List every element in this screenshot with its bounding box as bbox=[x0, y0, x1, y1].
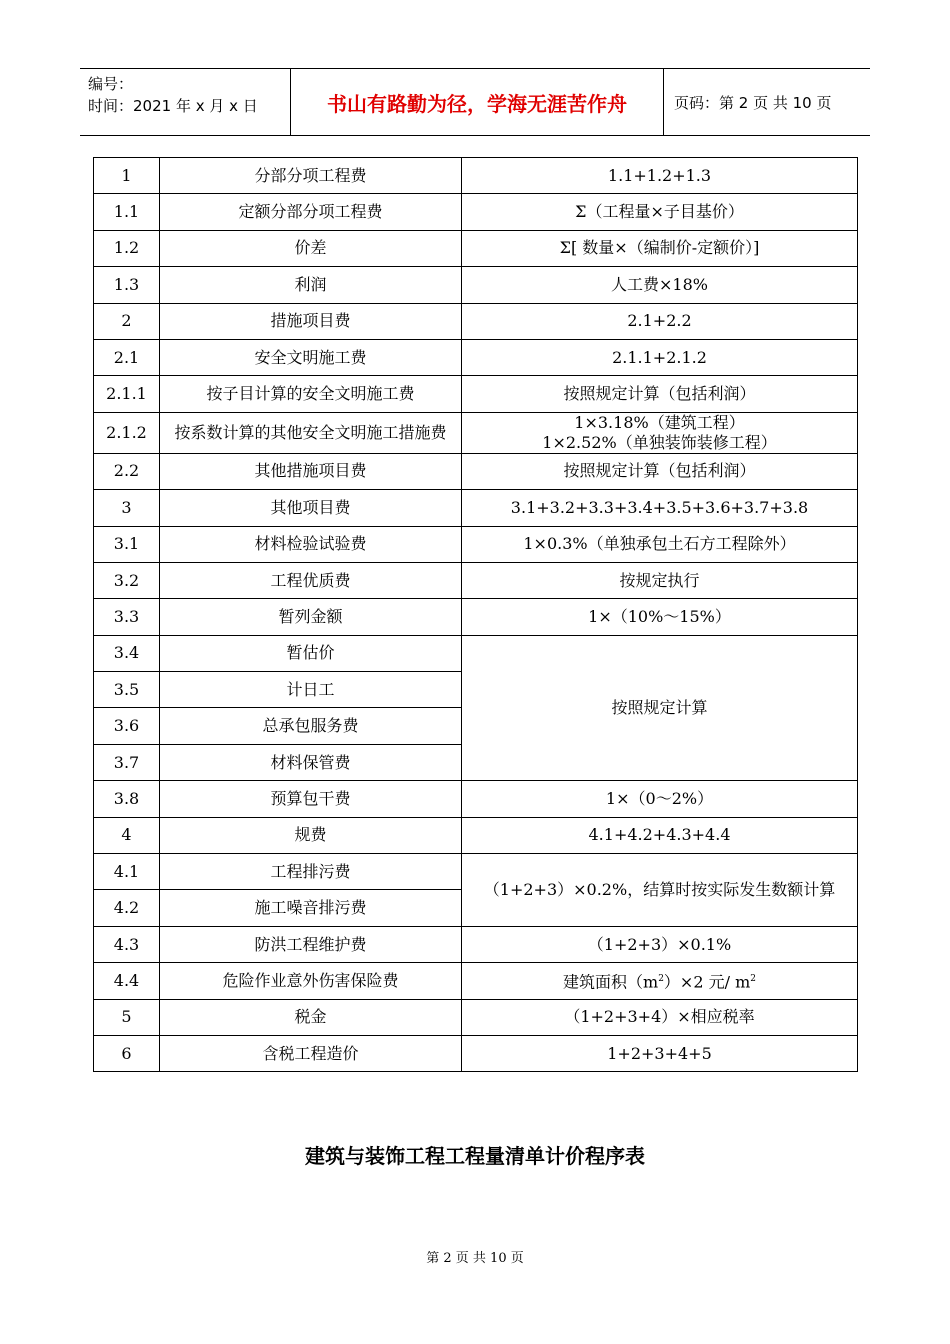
item-formula: （1+2+3+4）×相应税率 bbox=[462, 999, 858, 1035]
pricing-procedure-table bbox=[93, 157, 858, 1072]
table-row bbox=[94, 339, 858, 375]
section-title: 建筑与装饰工程工程量清单计价程序表 bbox=[305, 1144, 645, 1168]
item-number: 1.3 bbox=[94, 267, 160, 303]
item-formula: 2.1+2.2 bbox=[462, 303, 858, 339]
item-name: 施工噪音排污费 bbox=[160, 890, 462, 926]
item-formula: 按照规定计算（包括利润） bbox=[462, 453, 858, 489]
item-name: 工程排污费 bbox=[160, 854, 462, 890]
header-page-info: 页码：第 2 页 共 10 页 bbox=[674, 93, 832, 112]
item-number: 1 bbox=[94, 158, 160, 194]
page-header bbox=[80, 68, 870, 136]
table-row bbox=[94, 599, 858, 635]
formula-line: 1×2.52%（单独装饰装修工程） bbox=[542, 432, 777, 452]
item-name: 预算包干费 bbox=[160, 781, 462, 817]
item-number: 2.1 bbox=[94, 339, 160, 375]
item-number: 2.2 bbox=[94, 453, 160, 489]
item-formula: 1.1+1.2+1.3 bbox=[462, 158, 858, 194]
item-name: 规费 bbox=[160, 817, 462, 853]
item-formula-merged: 按照规定计算 bbox=[462, 635, 858, 781]
item-formula: Σ（工程量×子目基价） bbox=[462, 194, 858, 230]
item-name: 含税工程造价 bbox=[160, 1035, 462, 1071]
table-row bbox=[94, 635, 858, 671]
item-formula-merged: （1+2+3）×0.2%，结算时按实际发生数额计算 bbox=[462, 854, 858, 927]
item-formula: 1×0.3%（单独承包土石方工程除外） bbox=[462, 526, 858, 562]
item-formula: Σ[ 数量×（编制价-定额价）] bbox=[462, 230, 858, 266]
item-name: 计日工 bbox=[160, 672, 462, 708]
header-motto: 书山有路勤为径，学海无涯苦作舟 bbox=[291, 69, 664, 135]
serial-number-label: 编号： bbox=[88, 75, 134, 93]
item-number: 2.1.2 bbox=[94, 412, 160, 453]
table-row bbox=[94, 854, 858, 890]
item-number: 4.3 bbox=[94, 926, 160, 962]
superscript: 2 bbox=[658, 974, 664, 985]
item-formula bbox=[462, 963, 858, 999]
item-formula: （1+2+3）×0.1% bbox=[462, 926, 858, 962]
table-row bbox=[94, 1035, 858, 1071]
table-row bbox=[94, 999, 858, 1035]
superscript: 2 bbox=[750, 974, 756, 985]
item-number: 1.2 bbox=[94, 230, 160, 266]
item-name: 税金 bbox=[160, 999, 462, 1035]
item-number: 3.4 bbox=[94, 635, 160, 671]
item-name: 按系数计算的其他安全文明施工措施费 bbox=[160, 412, 462, 453]
table-row bbox=[94, 230, 858, 266]
table-row bbox=[94, 781, 858, 817]
item-name: 材料检验试验费 bbox=[160, 526, 462, 562]
item-number: 2 bbox=[94, 303, 160, 339]
item-number: 4.4 bbox=[94, 963, 160, 999]
table-row bbox=[94, 453, 858, 489]
table-row bbox=[94, 412, 858, 453]
table-row bbox=[94, 963, 858, 999]
item-name: 价差 bbox=[160, 230, 462, 266]
item-formula: 1+2+3+4+5 bbox=[462, 1035, 858, 1071]
header-meta bbox=[80, 69, 291, 135]
item-name: 工程优质费 bbox=[160, 562, 462, 598]
item-name: 按子目计算的安全文明施工费 bbox=[160, 376, 462, 412]
item-number: 4.2 bbox=[94, 890, 160, 926]
item-number: 4 bbox=[94, 817, 160, 853]
formula-line: 1×3.18%（建筑工程） bbox=[574, 412, 745, 432]
item-number: 5 bbox=[94, 999, 160, 1035]
item-number: 6 bbox=[94, 1035, 160, 1071]
item-name: 总承包服务费 bbox=[160, 708, 462, 744]
table-row bbox=[94, 562, 858, 598]
item-name: 分部分项工程费 bbox=[160, 158, 462, 194]
item-name: 其他项目费 bbox=[160, 490, 462, 526]
table-row bbox=[94, 267, 858, 303]
item-number: 3.8 bbox=[94, 781, 160, 817]
formula-text: ）×2 元/ m bbox=[663, 972, 751, 992]
item-formula: 3.1+3.2+3.3+3.4+3.5+3.6+3.7+3.8 bbox=[462, 490, 858, 526]
item-name: 安全文明施工费 bbox=[160, 339, 462, 375]
item-formula: 4.1+4.2+4.3+4.4 bbox=[462, 817, 858, 853]
table-row bbox=[94, 158, 858, 194]
item-name: 暂估价 bbox=[160, 635, 462, 671]
date-label: 时间：2021 年 x 月 x 日 bbox=[88, 97, 258, 115]
item-formula: 1×（0～2%） bbox=[462, 781, 858, 817]
table-row bbox=[94, 376, 858, 412]
item-number: 3.3 bbox=[94, 599, 160, 635]
item-formula: 人工费×18% bbox=[462, 267, 858, 303]
item-name: 措施项目费 bbox=[160, 303, 462, 339]
page-footer: 第 2 页 共 10 页 bbox=[426, 1251, 524, 1266]
item-name: 暂列金额 bbox=[160, 599, 462, 635]
item-formula: 按照规定计算（包括利润） bbox=[462, 376, 858, 412]
formula-text: 建筑面积（m bbox=[563, 972, 659, 992]
item-formula: 按规定执行 bbox=[462, 562, 858, 598]
item-name: 防洪工程维护费 bbox=[160, 926, 462, 962]
item-formula: 1×（10%～15%） bbox=[462, 599, 858, 635]
item-formula bbox=[462, 412, 858, 453]
item-number: 2.1.1 bbox=[94, 376, 160, 412]
item-number: 3 bbox=[94, 490, 160, 526]
item-number: 3.1 bbox=[94, 526, 160, 562]
item-name: 其他措施项目费 bbox=[160, 453, 462, 489]
table-row bbox=[94, 817, 858, 853]
item-number: 3.5 bbox=[94, 672, 160, 708]
item-number: 3.2 bbox=[94, 562, 160, 598]
item-number: 4.1 bbox=[94, 854, 160, 890]
table-row bbox=[94, 490, 858, 526]
item-number: 3.7 bbox=[94, 744, 160, 780]
item-formula: 2.1.1+2.1.2 bbox=[462, 339, 858, 375]
item-number: 3.6 bbox=[94, 708, 160, 744]
table-row bbox=[94, 526, 858, 562]
table-row bbox=[94, 303, 858, 339]
item-name: 材料保管费 bbox=[160, 744, 462, 780]
table-row bbox=[94, 194, 858, 230]
item-name: 危险作业意外伤害保险费 bbox=[160, 963, 462, 999]
table-row bbox=[94, 926, 858, 962]
item-name: 定额分部分项工程费 bbox=[160, 194, 462, 230]
item-name: 利润 bbox=[160, 267, 462, 303]
item-number: 1.1 bbox=[94, 194, 160, 230]
